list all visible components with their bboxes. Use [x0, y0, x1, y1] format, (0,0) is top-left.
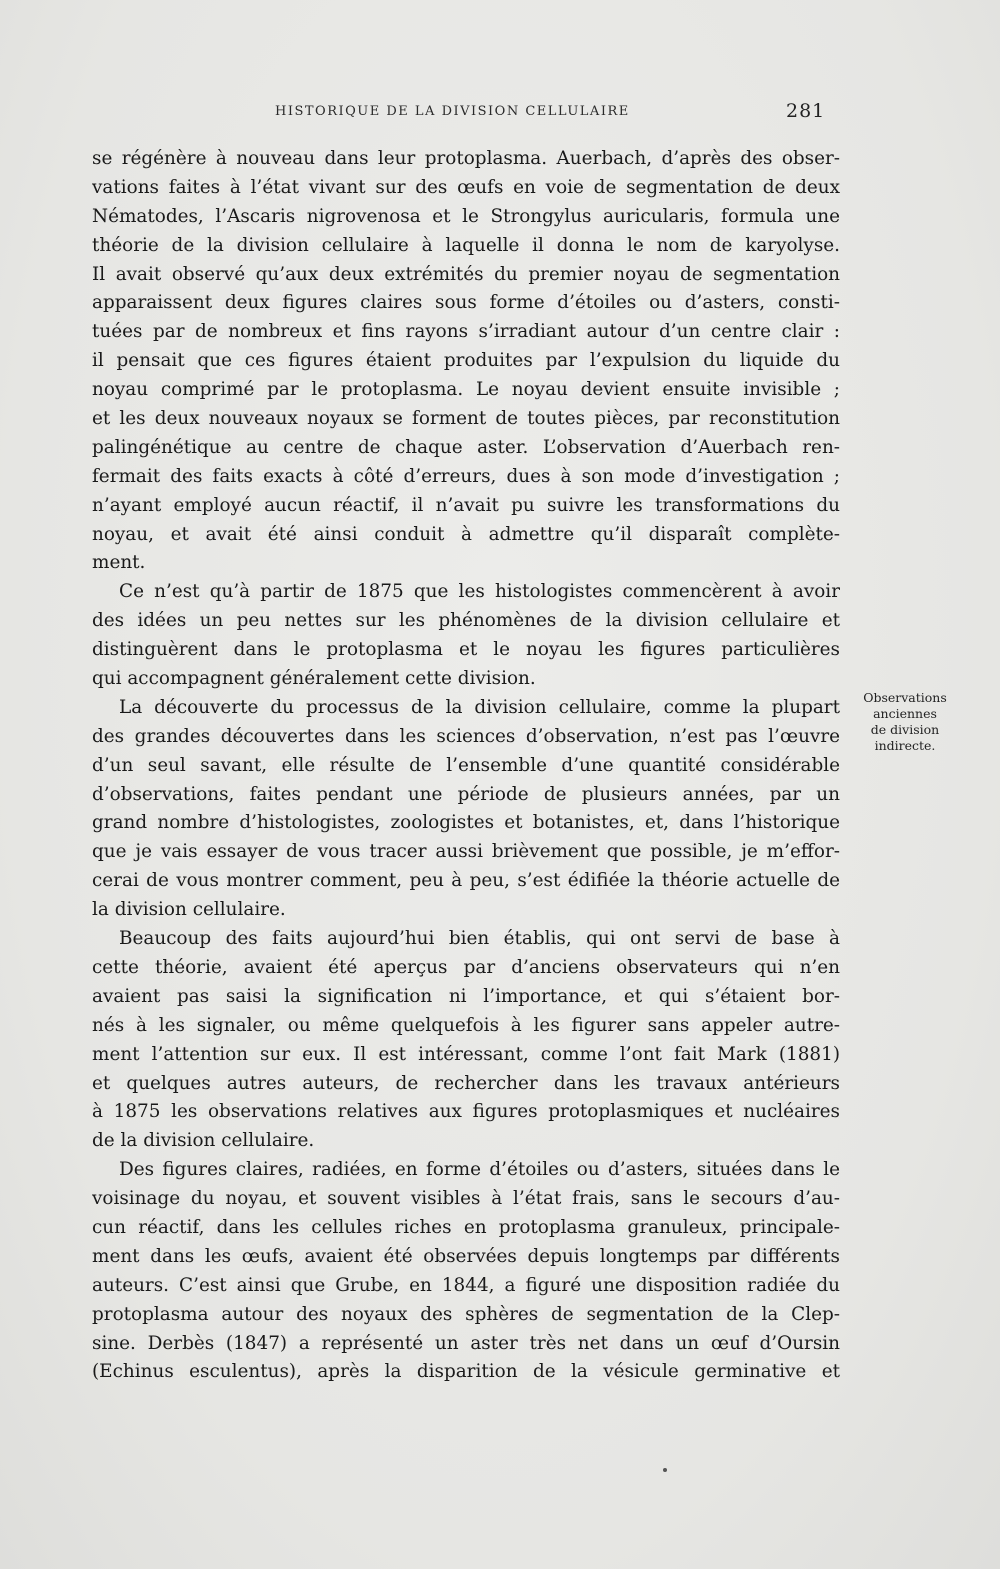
- text-line: avaient pas saisi la signification ni l’importance, et qui s’étaient bor-: [92, 985, 840, 1007]
- margin-note-line: anciennes: [873, 706, 937, 721]
- text-line: cette théorie, avaient été aperçus par d’anciens observateurs qui n’en: [92, 956, 840, 978]
- text-line: vations faites à l’état vivant sur des œufs en voie de segmentation de deux: [92, 176, 840, 198]
- text-line: protoplasma autour des noyaux des sphères de segmentation de la Clep-: [92, 1303, 840, 1325]
- paper-speck: [663, 1468, 667, 1472]
- running-head: HISTORIQUE DE LA DIVISION CELLULAIRE: [275, 104, 630, 119]
- text-line: noyau comprimé par le protoplasma. Le noyau devient ensuite invisible ;: [92, 379, 840, 401]
- text-line: de la division cellulaire.: [92, 1130, 315, 1152]
- text-line: distinguèrent dans le protoplasma et le noyau les figures particulières: [92, 639, 840, 661]
- text-line: théorie de la division cellulaire à laquelle il donna le nom de karyolyse.: [92, 234, 840, 256]
- text-line: cun réactif, dans les cellules riches en protoplasma granuleux, principale-: [92, 1216, 840, 1238]
- text-line: et les deux nouveaux noyaux se forment de toutes pièces, par reconstitution: [92, 408, 840, 430]
- page-number: 281: [786, 100, 826, 122]
- text-line: tuées par de nombreux et fins rayons s’irradiant autour d’un centre clair :: [92, 321, 840, 343]
- text-line: d’un seul savant, elle résulte de l’ensemble d’une quantité considérable: [92, 754, 840, 776]
- text-line: sine. Derbès (1847) a représenté un aster très net dans un œuf d’Oursin: [92, 1332, 840, 1354]
- text-line: apparaissent deux figures claires sous forme d’étoiles ou d’asters, consti-: [92, 292, 840, 314]
- text-line: se régénère à nouveau dans leur protoplasma. Auerbach, d’après des obser-: [92, 148, 840, 169]
- text-line: ment dans les œufs, avaient été observées depuis longtemps par différents: [92, 1245, 840, 1267]
- text-line: n’ayant employé aucun réactif, il n’avait pu suivre les transformations du: [92, 494, 840, 516]
- text-line: auteurs. C’est ainsi que Grube, en 1844, a figuré une disposition radiée du: [92, 1274, 840, 1296]
- text-line: des idées un peu nettes sur les phénomènes de la division cellulaire et: [92, 610, 840, 632]
- text-line: Il avait observé qu’aux deux extrémités du premier noyau de segmentation: [92, 263, 840, 285]
- text-line: d’observations, faites pendant une période de plusieurs années, par un: [92, 783, 840, 805]
- text-line: Nématodes, l’Ascaris nigrovenosa et le Strongylus auricularis, formula une: [92, 205, 840, 227]
- text-line: et quelques autres auteurs, de rechercher dans les travaux antérieurs: [92, 1072, 840, 1094]
- text-line: il pensait que ces figures étaient produites par l’expulsion du liquide du: [92, 350, 840, 372]
- text-line: Des figures claires, radiées, en forme d’étoiles ou d’asters, situées dans le: [119, 1159, 840, 1181]
- text-line: La découverte du processus de la division cellulaire, comme la plupart: [119, 696, 840, 718]
- text-line: nés à les signaler, ou même quelquefois à les figurer sans appeler autre-: [92, 1014, 840, 1036]
- text-line: fermait des faits exacts à côté d’erreurs, dues à son mode d’investigation ;: [92, 465, 840, 487]
- text-line: des grandes découvertes dans les sciences d’observation, n’est pas l’œuvre: [92, 725, 840, 747]
- text-line: (Echinus esculentus), après la disparition de la vésicule germinative et: [92, 1361, 840, 1383]
- text-line: palingénétique au centre de chaque aster. L’observation d’Auerbach ren-: [92, 436, 840, 458]
- margin-note-line: indirecte.: [874, 738, 936, 753]
- text-line: cerai de vous montrer comment, peu à peu, s’est édifiée la théorie actuelle de: [92, 870, 840, 892]
- margin-note: [846, 690, 964, 754]
- text-line: qui accompagnent généralement cette division.: [92, 668, 536, 690]
- text-line: ment.: [92, 552, 146, 574]
- body-text: [92, 145, 840, 1387]
- text-line: à 1875 les observations relatives aux figures protoplasmiques et nucléaires: [92, 1101, 840, 1123]
- text-line: la division cellulaire.: [92, 899, 286, 921]
- margin-note-line: Observations: [863, 690, 947, 705]
- text-line: voisinage du noyau, et souvent visibles à l’état frais, sans le secours d’au-: [92, 1188, 840, 1210]
- margin-note-line: de division: [870, 722, 940, 737]
- text-line: que je vais essayer de vous tracer aussi brièvement que possible, je m’effor-: [92, 841, 840, 863]
- text-line: ment l’attention sur eux. Il est intéressant, comme l’ont fait Mark (1881): [92, 1043, 840, 1065]
- text-line: noyau, et avait été ainsi conduit à admettre qu’il disparaît complète-: [92, 523, 840, 545]
- text-line: grand nombre d’histologistes, zoologistes et botanistes, et, dans l’historique: [92, 812, 840, 834]
- text-line: Beaucoup des faits aujourd’hui bien établis, qui ont servi de base à: [119, 928, 840, 950]
- text-line: Ce n’est qu’à partir de 1875 que les histologistes commencèrent à avoir: [119, 581, 840, 603]
